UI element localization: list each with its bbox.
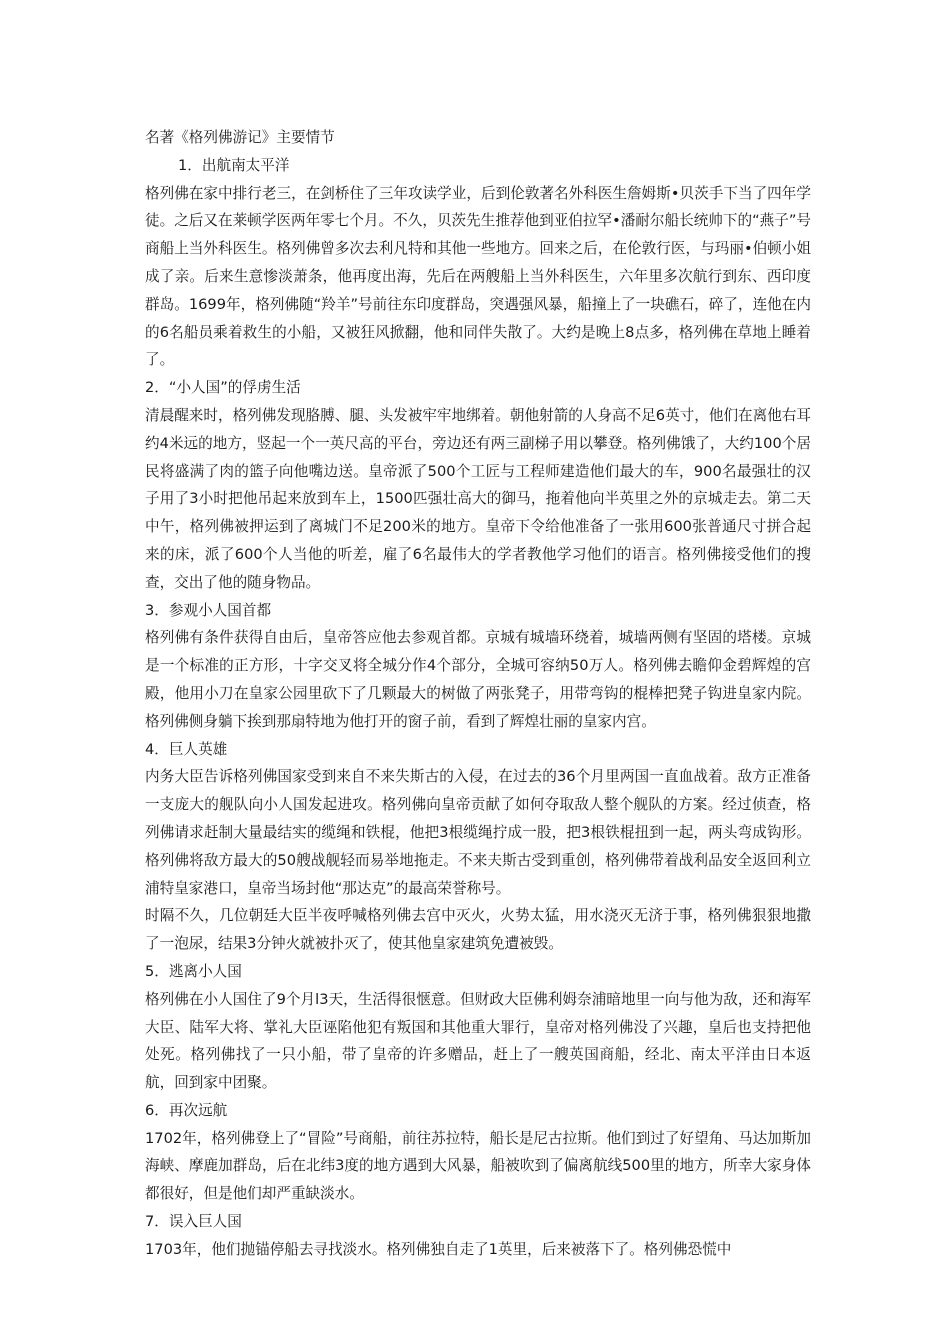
section-7-paragraph: 1703年，他们抛锚停船去寻找淡水。格列佛独自走了1英里，后来被落下了。格列佛恐慌中: [145, 1240, 732, 1258]
section-1-heading: 1．出航南太平洋: [178, 156, 290, 174]
section-6-heading: 6．再次远航: [145, 1101, 228, 1119]
section-7-heading: 7．误入巨人国: [145, 1213, 242, 1231]
section-5-paragraph: 格列佛在小人国住了9个月l3天，生活得很惬意。但财政大臣佛利姆奈浦暗地里一向与他为敌，还和海军大臣、陆军大将、掌礼大臣诬陷他犯有叛国和其他重大罪行，皇帝对格列佛没了兴趣，皇后也支持把他处死。格列佛找了一只小船，带了皇帝的许多赠品，赶上了一艘英国商船，经北、南太平洋由日本返航，回到家中团聚。: [145, 990, 811, 1092]
section-4-heading: 4．巨人英雄: [145, 740, 228, 758]
section-1-paragraph: 格列佛在家中排行老三，在剑桥住了三年攻读学业，后到伦敦著名外科医生詹姆斯•贝茨手下当了四年学徒。之后又在莱顿学医两年零七个月。不久，贝茨先生推荐他到亚伯拉罕•潘耐尔船长统帅下的“燕子”号商船上当外科医生。格列佛曾多次去利凡特和其他一些地方。回来之后，在伦敦行医，与玛丽•伯顿小姐成了亲。后来生意惨淡萧条，他再度出海，先后在两艘船上当外科医生，六年里多次航行到东、西印度群岛。1699年，格列佛随“羚羊”号前往东印度群岛，突遇强风暴，船撞上了一块礁石，碎了，连他在内的6名船员乘着救生的小船，又被狂风掀翻，他和同伴失散了。大约是晚上8点多，格列佛在草地上睡着了。: [145, 184, 811, 369]
section-4-paragraph-1: 内务大臣告诉格列佛国家受到来自不来失斯古的入侵，在过去的36个月里两国一直血战着。敌方正准备一支庞大的舰队向小人国发起进攻。格列佛向皇帝贡献了如何夺取敌人整个舰队的方案。经过侦查，格列佛请求赶制大量最结实的缆绳和铁棍，他把3根缆绳拧成一股，把3根铁棍扭到一起，两头弯成钩形。格列佛将敌方最大的50艘战舰轻而易举地拖走。不来夫斯古受到重创，格列佛带着战利品安全返回利立浦特皇家港口，皇帝当场封他“那达克”的最高荣誉称号。: [145, 768, 811, 897]
section-5-heading: 5．逃离小人国: [145, 962, 242, 980]
document-page: [145, 124, 811, 1264]
section-4-paragraph-2: 时隔不久，几位朝廷大臣半夜呼喊格列佛去宫中灭火，火势太猛，用水浇灭无济于事，格列佛狠狠地撒了一泡尿，结果3分钟火就被扑灭了，使其他皇家建筑免遭被毁。: [145, 907, 811, 953]
section-3-heading: 3．参观小人国首都: [145, 601, 272, 619]
document-title: 名著《格列佛游记》主要情节: [145, 129, 335, 146]
section-6-paragraph: 1702年，格列佛登上了“冒险”号商船，前往苏拉特，船长是尼古拉斯。他们到过了好望角、马达加斯加海峡、摩鹿加群岛，后在北纬3度的地方遇到大风暴，船被吹到了偏离航线500里的地方，所幸大家身体都很好，但是他们却严重缺淡水。: [145, 1129, 811, 1203]
section-2-heading: 2．“小人国”的俘虏生活: [145, 379, 301, 397]
section-3-paragraph: 格列佛有条件获得自由后，皇帝答应他去参观首都。京城有城墙环绕着，城墙两侧有坚固的塔楼。京城是一个标准的正方形，十字交叉将全城分作4个部分，全城可容纳50万人。格列佛去瞻仰金碧辉煌的宫殿，他用小刀在皇家公园里砍下了几颗最大的树做了两张凳子，用带弯钩的棍棒把凳子钩进皇家内院。格列佛侧身躺下挨到那扇特地为他打开的窗子前，看到了辉煌壮丽的皇家内宫。: [145, 629, 811, 730]
section-2-paragraph: 清晨醒来时，格列佛发现胳膊、腿、头发被牢牢地绑着。朝他射箭的人身高不足6英寸，他们在离他右耳约4米远的地方，竖起一个一英尺高的平台，旁边还有两三副梯子用以攀登。格列佛饿了，大约100个居民将盛满了肉的篮子向他嘴边送。皇帝派了500个工匠与工程师建造他们最大的车，900名最强壮的汉子用了3小时把他吊起来放到车上，1500匹强壮高大的御马，拖着他向半英里之外的京城走去。第二天中午，格列佛被押运到了离城门不足200米的地方。皇帝下令给他准备了一张用600张普通尺寸拼合起来的床，派了600个人当他的听差，雇了6名最伟大的学者教他学习他们的语言。格列佛接受他们的搜查，交出了他的随身物品。: [145, 406, 812, 591]
